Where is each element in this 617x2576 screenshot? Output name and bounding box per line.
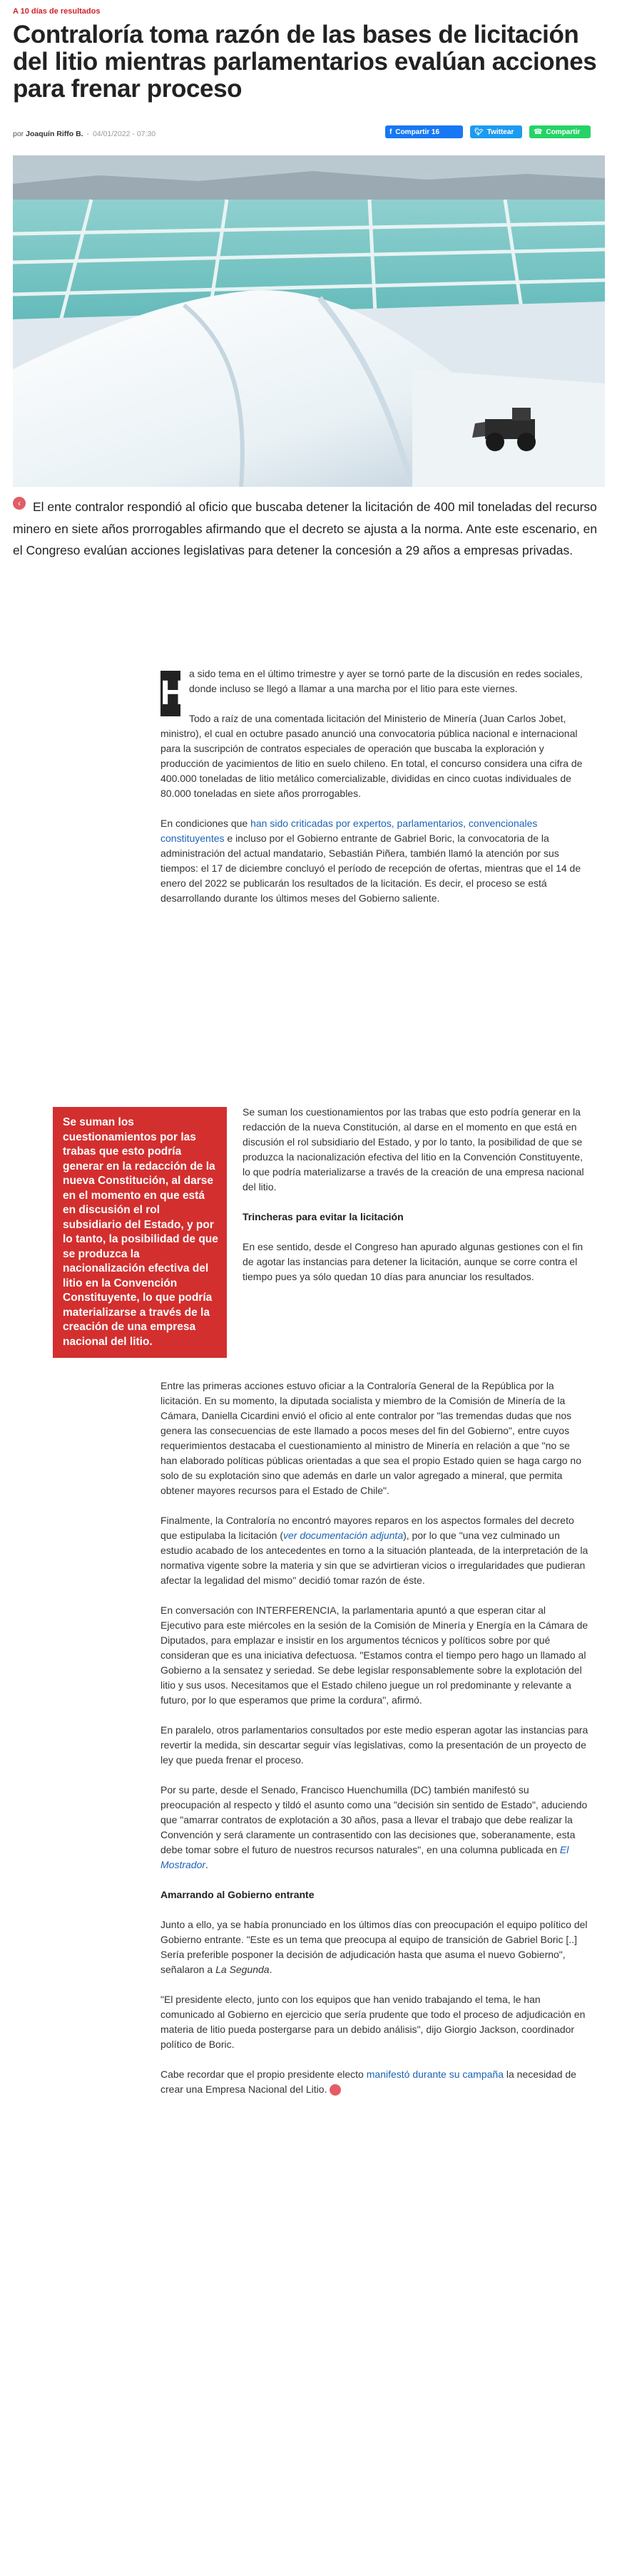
paragraph-10-text-b: . xyxy=(205,1859,208,1870)
drop-cap: H xyxy=(160,671,180,716)
la-segunda-name: La Segunda xyxy=(215,1964,270,1975)
paragraph-1-text: a sido tema en el último trimestre y ayer se tornó parte de la discusión en redes sociales, donde incluso se llegó a llamar a una marcha por el litio para este viernes. xyxy=(189,668,583,694)
paragraph-2: Todo a raíz de una comentada licitación del Ministerio de Minería (Juan Carlos Jobet, ministro), el cual en octubre pasado anunció una convocatoria pública nacional e internacional para la suscripción de contratos especiales de operación que buscaba la exploración y producción de yacimientos de litio en suelo chileno. En total, el concurso considera una cifra de 400.000 toneladas de litio metálico comercializable, divididas en cinco cuotas individuales de 80.000 toneladas en siete años prorrogables. xyxy=(160,713,583,799)
paragraph-1 xyxy=(160,666,588,712)
paragraph-13 xyxy=(160,2067,588,2097)
byline-separator: - xyxy=(86,130,90,138)
paragraph-8: En conversación con INTERFERENCIA, la parlamentaria apuntó a que esperan citar al Ejecutivo para este miércoles en la sesión de la Comisión de Minería y Energía en la Cámara de Diputados, para emplazar e insistir en los argumentos técnicos y políticos sobre por qué consideran que es una iniciativa defectuosa. "Estamos contra el tiempo pero hago un llamado al Gobierno a la sensatez y seriedad. Se debe legislar responsablemente sobre la explotación del litio y sus usos. Necesitamos que el Estado chileno juegue un rol predominante y relevante a futuro, por lo que esperamos que prime la cordura", afirmó. xyxy=(160,1604,588,1706)
whatsapp-share-label: Compartir xyxy=(546,128,581,136)
paragraph-11-text-a: Junto a ello, ya se había pronunciado en los últimos días con preocupación el equipo político del Gobierno entrante. "Este es un tema que preocupa al equipo de transición de Gabriel Boric [..] Sería preferible posponer la decisión de adjudicación hasta que asuma el nuevo Gobierno", señalaron a xyxy=(160,1919,588,1975)
pull-quote: Se suman los cuestionamientos por las trabas que esto podría generar en la redacción de la nueva Constitución, al darse en el momento en que está en discusión el rol subsidiario del Estado, y por lo tanto, la posibilidad de que se produzca la nacionalización efectiva del litio en la Convención Constituyente, lo que podría materializarse a través de la creación de una empresa nacional del litio. xyxy=(53,1107,227,1358)
byline-prefix: por xyxy=(13,130,24,138)
byline xyxy=(13,130,155,138)
paragraph-11 xyxy=(160,1917,588,1977)
el-mostrador-link[interactable]: El Mostrador xyxy=(160,1844,569,1870)
paragraph-6: Entre las primeras acciones estuvo oficiar a la Contraloría General de la República por la licitación. En su momento, la diputada socialista y miembro de la Comisión de Minería de la Cámara, Daniella Cicardini envió el oficio al ente contralor por "las tremendas dudas que nos genera las consecuencias de este llamado a pocos meses del fin del Gobierno", entre cuyos requerimientos destacaba el cuestionamiento al ministro de Minería en relación a que "no se han elaborado políticas públicas orientadas a que sea el propio Estado quien se haga cargo no solo de su explotación sino que además en darle un valor agregado a mineral, que permita obtener mayores recursos para el Estado de Chile". xyxy=(160,1380,581,1496)
paragraph-3 xyxy=(160,816,588,906)
author-name[interactable]: Joaquín Riffo B. xyxy=(26,130,83,138)
publish-date: 04/01/2022 - 07:30 xyxy=(92,130,156,138)
twitter-share-button[interactable] xyxy=(470,125,522,138)
paragraph-7-text-a: Finalmente, la Contraloría no encontró mayores reparos en los aspectos formales del decreto que estipulaba la licitación ( xyxy=(160,1515,574,1541)
article-body-side xyxy=(243,1105,589,1299)
paragraph-13-text-a: Cabe recordar que el propio presidente electo xyxy=(160,2068,367,2080)
experts-criticism-link[interactable]: han sido criticadas por expertos, parlamentarios, convencionales constituyentes xyxy=(160,818,538,844)
paragraph-9: En paralelo, otros parlamentarios consultados por este medio esperan agotar las instancias para revertir la medida, sin descartar seguir vías legislativas, como la presentación de un proyecto de ley que pueda frenar el proceso. xyxy=(160,1724,588,1766)
paragraph-12: "El presidente electo, junto con los equipos que han venido trabajando el tema, le han comunicado al Gobierno en ejercicio que sería prudente que todo el proceso de adjudicación en materia de litio pueda postergarse para un debido análisis", dijo Giorgio Jackson, coordinador político de Boric. xyxy=(160,1994,586,2050)
paragraph-13-text-b: la necesidad de crear una Empresa Nacional del Litio. xyxy=(160,2068,576,2095)
paragraph-3-text-b: e incluso por el Gobierno entrante de Gabriel Boric, la convocatoria de la administración del actual mandatario, Sebastián Piñera, también llamó la atención por sus tiempos: el 17 de diciembre concluyó el período de recepción de ofertas, mientras que el 14 de enero del 2022 se publicarán los resultados de la licitación. Es decir, el proceso se está desarrollando durante los últimos meses del Gobierno saliente. xyxy=(160,833,581,904)
lead-bullet-icon: ‹ xyxy=(13,497,26,510)
kicker[interactable]: A 10 días de resultados xyxy=(13,7,101,16)
article-body-bottom xyxy=(160,1379,588,2112)
whatsapp-icon: ☎ xyxy=(534,128,543,136)
whatsapp-share-button[interactable] xyxy=(529,125,591,138)
paragraph-5: En ese sentido, desde el Congreso han apurado algunas gestiones con el fin de agotar las instancias para detener la licitación, aunque se corre contra el tiempo pues ya sólo quedan 10 días para anunciar los resultados. xyxy=(243,1241,583,1282)
subheading-trincheras: Trincheras para evitar la licitación xyxy=(243,1211,404,1222)
headline: Contraloría toma razón de las bases de licitación del litio mientras parlamentarios evalúan acciones para frenar proceso xyxy=(13,21,597,103)
article-body-top xyxy=(160,666,588,921)
paragraph-7-text-b: ), por lo que "una vez culminado un estudio acabado de los antecedentes en torno a la situación planteada, de la interpretación de la normativa vigente sobre la materia y sin que se advirtieran vicios o irregularidades que pudieran afectar la legalidad del mismo" decidió tomar razón de éste. xyxy=(160,1530,588,1586)
campaign-statement-link[interactable]: manifestó durante su campaña xyxy=(366,2068,504,2080)
paragraph-10-text-a: Por su parte, desde el Senado, Francisco Huenchumilla (DC) también manifestó su preocupación al respecto y tildó el asunto como una "decisión sin sentido de Estado", aduciendo que "amarrar contratos de explotación a 30 años, pasa a llevar el trabajo que debe realizar la Convención y será claramente un contrasentido con las decisiones que, soberanamente, esta debe tomar sobre el futuro de nuestros recursos naturales", en una columna publicada en xyxy=(160,1784,588,1855)
paragraph-3-text-a: En condiciones que xyxy=(160,818,251,829)
facebook-share-label: Compartir 16 xyxy=(395,128,440,136)
facebook-share-button[interactable] xyxy=(385,125,463,138)
paragraph-10 xyxy=(160,1783,588,1872)
lead-paragraph: El ente contralor respondió al oficio que buscaba detener la licitación de 400 mil toneladas del recurso minero en siete años prorrogables afirmando que el decreto se ajusta a la norma. Ante este escenario, en el Congreso evalúan acciones legislativas para detener la concesión a 29 años a empresas privadas. xyxy=(13,500,598,557)
paragraph-4: Se suman los cuestionamientos por las trabas que esto podría generar en la redacción de la nueva Constitución, al darse en el momento en que está en discusión el rol subsidiario del Estado, y por lo tanto, la posibilidad de que se produzca la nacionalización efectiva del litio en la Convención Constituyente, lo que podría materializarse a través de la creación de una empresa nacional del litio. xyxy=(243,1106,584,1192)
hero-image xyxy=(13,155,605,487)
end-of-article-icon xyxy=(330,2084,341,2096)
subheading-amarrando: Amarrando al Gobierno entrante xyxy=(160,1889,315,1900)
paragraph-7 xyxy=(160,1513,588,1588)
facebook-icon: f xyxy=(389,128,392,136)
paragraph-11-text-b: . xyxy=(269,1964,272,1975)
twitter-share-label: Twittear xyxy=(486,128,514,136)
twitter-icon: 🐦︎ xyxy=(474,128,484,136)
attached-document-link[interactable]: ver documentación adjunta xyxy=(283,1530,404,1541)
